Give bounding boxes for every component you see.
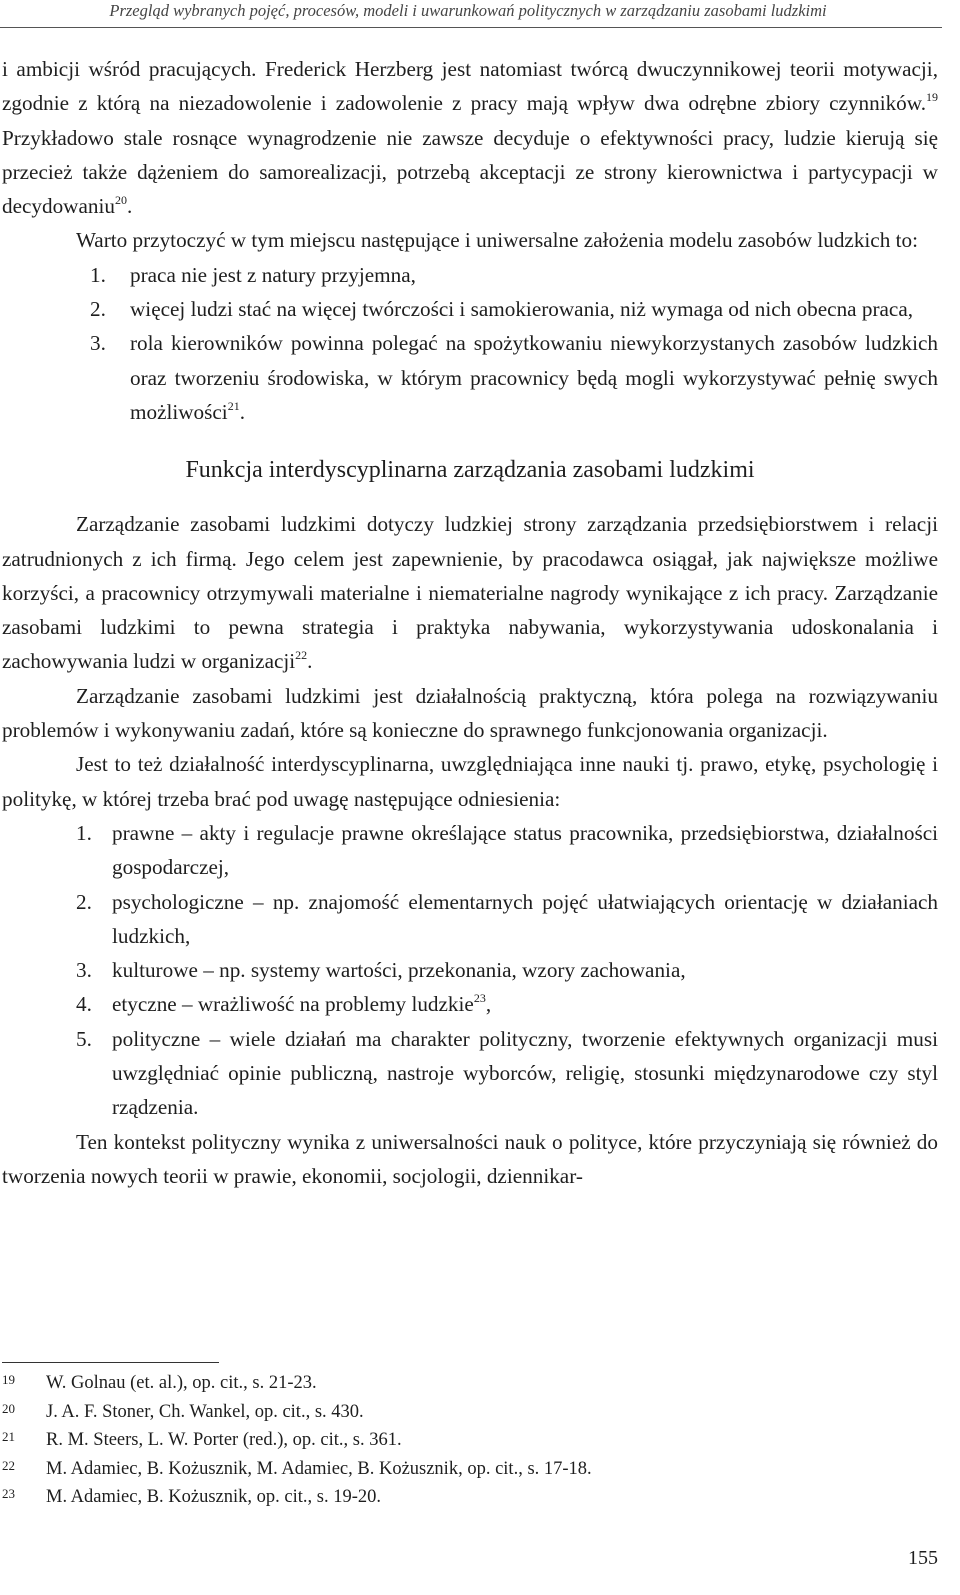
list-item-text: rola kierowników powinna polegać na spożytkowaniu niewykorzystanych zasobów ludzkich oraz tworzeniu środowiska, w którym pracownicy będą mogli wykorzystywać pełnię swych możliwości bbox=[130, 331, 938, 424]
list-item bbox=[2, 953, 938, 987]
list-item bbox=[2, 816, 938, 885]
list-item-tail: . bbox=[239, 399, 245, 424]
assumptions-list bbox=[2, 258, 938, 429]
footnote-rule bbox=[2, 1362, 219, 1363]
footnote-text: J. A. F. Stoner, Ch. Wankel, op. cit., s. 430. bbox=[46, 1401, 364, 1422]
list-item-text: praca nie jest z natury przyjemna, bbox=[130, 262, 416, 287]
list-number: 4. bbox=[76, 992, 92, 1017]
paragraph-assumptions: Warto przytoczyć w tym miejscu następujące i uniwersalne założenia modelu zasobów ludzkich to: bbox=[76, 228, 918, 253]
paragraph-text: i ambicji wśród pracujących. Frederick Herzberg jest natomiast twórcą dwuczynnikowej teorii motywacji, zgodnie z którą na niezadowolenie i zadowolenie z pracy mają wpływ dwa odrębne zbiory czynników. bbox=[2, 57, 938, 116]
list-item bbox=[2, 258, 938, 292]
list-item bbox=[2, 1022, 938, 1125]
list-number: 2. bbox=[76, 889, 92, 914]
paragraph-text: Przykładowo stale rosnące wynagrodzenie nie zawsze decyduje o efektywności pracy, ludzie kierują się przecież także dążeniem do samorealizacji, potrzebą akceptacji ze strony kierownictwa i partycypacji w decydowaniu bbox=[2, 125, 938, 219]
list-number: 5. bbox=[76, 1026, 92, 1051]
footnote-number: 20 bbox=[2, 1400, 15, 1416]
list-item-text: prawne – akty i regulacje prawne określające status pracownika, przedsiębiorstwa, działalności gospodarczej, bbox=[112, 820, 938, 880]
header-rule bbox=[0, 27, 942, 28]
body-text bbox=[2, 52, 938, 1193]
list-item bbox=[2, 292, 938, 326]
footnote-21 bbox=[2, 1426, 932, 1455]
footnote-ref-23[interactable]: 23 bbox=[473, 991, 486, 1006]
footnote-number: 21 bbox=[2, 1429, 15, 1444]
list-item bbox=[2, 326, 938, 429]
footnote-number: 22 bbox=[2, 1457, 15, 1473]
list-item-text: polityczne – wiele działań ma charakter polityczny, tworzenie efektywnych organizacji musi uwzględniać opinie publiczną, nastroje wyborców, religię, stosunki międzynarodowe czy styl rządzenia. bbox=[112, 1026, 938, 1120]
paragraph-political-context: Ten kontekst polityczny wynika z uniwersalności nauk o polityce, które przyczyniają się również do tworzenia nowych teorii w prawie, ekonomii, socjologii, dziennikar- bbox=[2, 1129, 938, 1188]
footnote-number: 23 bbox=[2, 1486, 15, 1501]
list-item-text: psychologiczne – np. znajomość elementarnych pojęć ułatwiających orientację w działaniach ludzkich, bbox=[112, 889, 938, 948]
footnotes bbox=[2, 1369, 932, 1512]
footnote-20 bbox=[2, 1398, 932, 1427]
paragraph-text: . bbox=[307, 649, 313, 674]
paragraph-text: . bbox=[126, 194, 133, 219]
footnote-text: M. Adamiec, B. Kożusznik, M. Adamiec, B. Kożusznik, op. cit., s. 17-18. bbox=[46, 1458, 592, 1479]
list-number: 2. bbox=[90, 297, 106, 322]
list-item-text: etyczne – wrażliwość na problemy ludzkie bbox=[112, 992, 474, 1017]
paragraph-herzberg bbox=[2, 52, 938, 223]
paragraph-hrm-practice: Zarządzanie zasobami ludzkimi jest działalnością praktyczną, która polega na rozwiązywaniu problemów i wykonywaniu zadań, które są konieczne do sprawnego funkcjonowania organizacji. bbox=[2, 683, 938, 743]
footnote-text: R. M. Steers, L. W. Porter (red.), op. cit., s. 361. bbox=[46, 1430, 402, 1450]
footnote-number: 19 bbox=[2, 1372, 15, 1387]
footnote-19 bbox=[2, 1369, 932, 1398]
list-item bbox=[2, 987, 938, 1021]
footnote-23 bbox=[2, 1483, 932, 1512]
list-number: 3. bbox=[76, 958, 92, 983]
footnote-text: W. Golnau (et. al.), op. cit., s. 21-23. bbox=[46, 1373, 317, 1393]
footnote-ref-20[interactable]: 20 bbox=[114, 193, 127, 208]
running-header: Przegląd wybranych pojęć, procesów, modeli i uwarunkowań politycznych w zarządzaniu zasobami ludzkimi bbox=[109, 1, 827, 20]
footnote-ref-21[interactable]: 21 bbox=[227, 398, 240, 413]
section-heading: Funkcja interdyscyplinarna zarządzania zasobami ludzkimi bbox=[185, 457, 755, 484]
list-item bbox=[2, 885, 938, 954]
list-number: 1. bbox=[76, 820, 92, 845]
footnote-22 bbox=[2, 1455, 932, 1484]
footnote-ref-22[interactable]: 22 bbox=[295, 648, 308, 663]
paragraph-interdisciplinary: Jest to też działalność interdyscyplinarna, uwzględniająca inne nauki tj. prawo, etykę, psychologię i politykę, w której trzeba brać pod uwagę następujące odniesienia: bbox=[2, 752, 938, 811]
list-item-text: kulturowe – np. systemy wartości, przekonania, wzory zachowania, bbox=[112, 958, 686, 983]
footnote-text: M. Adamiec, B. Kożusznik, op. cit., s. 19-20. bbox=[46, 1487, 382, 1507]
footnote-ref-19[interactable]: 19 bbox=[926, 90, 938, 105]
list-number: 3. bbox=[90, 331, 106, 356]
paragraph-hrm-definition bbox=[2, 507, 938, 678]
list-item-tail: , bbox=[485, 992, 492, 1017]
references-list bbox=[2, 816, 938, 1125]
paragraph-text: Zarządzanie zasobami ludzkimi dotyczy ludzkiej strony zarządzania przedsiębiorstwem i relacji zatrudnionych z ich firmą. Jego celem jest zapewnienie, by pracodawca osiągał, jak największe możliwe korzyści, a pracownicy otrzymywali materialne i niematerialne nagrody wynikające z ich pracy. Zarządzanie zasobami ludzkimi to pewna strategia i praktyka nabywania, wykorzystywania udoskonalania i zachowywania ludzi w organizacji bbox=[2, 512, 938, 674]
list-item-text: więcej ludzi stać na więcej twórczości i samokierowania, niż wymaga od nich obecna praca, bbox=[130, 297, 914, 322]
page-number: 155 bbox=[908, 1547, 938, 1569]
list-number: 1. bbox=[90, 262, 106, 287]
